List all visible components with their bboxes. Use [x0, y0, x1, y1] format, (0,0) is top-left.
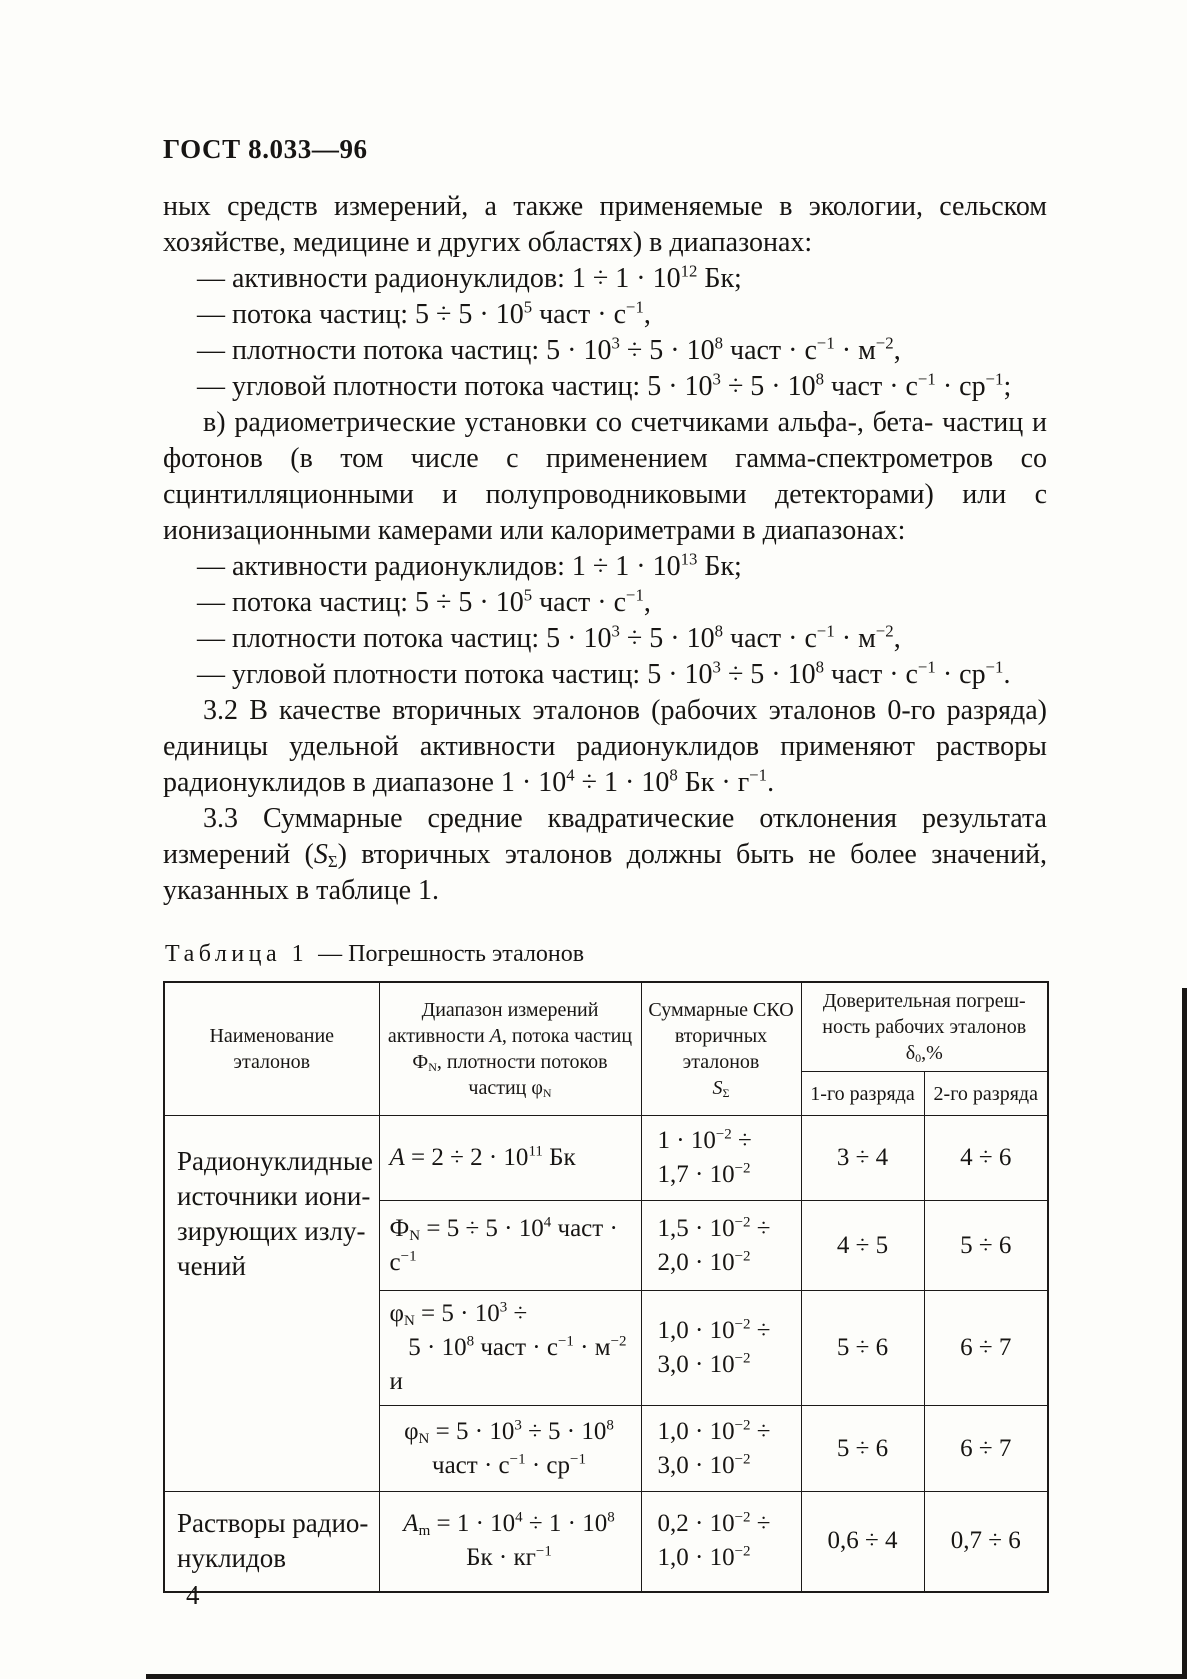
column-header-rank-1: 1-го разряда	[801, 1072, 924, 1116]
page-number: 4	[186, 1580, 200, 1610]
range-cell: $A = 2 \div 2 \cdot 10^{11}$ Бк	[379, 1116, 641, 1201]
sko-cell: $1,0 \cdot 10^{-2}$ ÷ $3,0 \cdot 10^{-2}$	[641, 1406, 801, 1492]
range-cell: $Ф_N = 5 \div 5 \cdot 10^4$ част · $с^{-1}$	[379, 1201, 641, 1291]
column-header-confidence: Доверительная погреш- ность рабочих эталонов $\delta_0,\%$	[801, 982, 1048, 1072]
rank2-cell: 5 ÷ 6	[924, 1201, 1048, 1291]
standards-error-table	[163, 981, 1049, 1593]
paragraph-intro: ных средств измерений, а также применяемые в экологии, сельском хозяйстве, медицине и других областях) в диапазонах:	[163, 191, 1047, 258]
scan-artifact-right-edge	[1182, 988, 1187, 1679]
sko-cell: $1 \cdot 10^{-2}$ ÷ $1,7 \cdot 10^{-2}$	[641, 1116, 801, 1201]
table-caption-dash: —	[318, 941, 343, 967]
table-caption-title: Погрешность эталонов	[348, 941, 585, 967]
list-item-flux-density-a: — плотности потока частиц: $5 \cdot 10^3 \div 5 \cdot 10^8$ част · $с^{-1} \cdot м^{-2}$,	[197, 333, 901, 366]
rank1-cell: 3 ÷ 4	[801, 1116, 924, 1201]
column-header-rank-2: 2-го разряда	[924, 1072, 1048, 1116]
sko-cell: $1,0 \cdot 10^{-2}$ ÷ $3,0 \cdot 10^{-2}$	[641, 1291, 801, 1406]
list-item-flux-b: — потока частиц: $5 \div 5 \cdot 10^5$ част · $с^{-1}$,	[197, 585, 651, 618]
page-content	[163, 134, 1047, 1593]
sko-cell: $1,5 \cdot 10^{-2}$ ÷ $2,0 \cdot 10^{-2}$	[641, 1201, 801, 1291]
standard-number: ГОСТ 8.033—96	[163, 134, 368, 164]
range-cell: $A_m = 1 \cdot 10^4 \div 1 \cdot 10^8$ Бк · $кг^{-1}$	[379, 1492, 641, 1592]
group-name-solutions: Растворы радио- нуклидов	[164, 1492, 379, 1592]
rank1-cell: 0,6 ÷ 4	[801, 1492, 924, 1592]
group-name-sources: Радионуклидные источники иони- зирующих излу- чений	[164, 1116, 379, 1492]
paragraph-3-3: 3.3 Суммарные средние квадратические отклонения результата измерений $(S_\Sigma)$ вторичных эталонов должны быть не более значений, указанных в таблице 1.	[163, 803, 1048, 906]
list-item-flux-a: — потока частиц: $5 \div 5 \cdot 10^5$ част · $с^{-1}$,	[197, 297, 651, 330]
table-row	[164, 1116, 1048, 1201]
table-caption-label: Таблица 1	[165, 941, 309, 967]
rank1-cell: 5 ÷ 6	[801, 1406, 924, 1492]
sko-cell: $0,2 \cdot 10^{-2}$ ÷ $1,0 \cdot 10^{-2}$	[641, 1492, 801, 1592]
paragraph-v: в) радиометрические установки со счетчиками альфа-, бета- частиц и фотонов (в том числе с применением гамма-спектрометров со сцинтилляционными и полупроводниковыми детекторами) или с ионизационными камерами или калориметрами в диапазонах:	[163, 407, 1047, 546]
column-header-name: Наименование эталонов	[164, 982, 379, 1116]
rank2-cell: 4 ÷ 6	[924, 1116, 1048, 1201]
rank2-cell: 6 ÷ 7	[924, 1406, 1048, 1492]
column-header-range: Диапазон измерений активности A, потока частиц $Ф_N$, плотности потоков частиц $\varphi_N$	[379, 982, 641, 1116]
paragraph-3-2: 3.2 В качестве вторичных эталонов (рабочих эталонов 0-го разряда) единицы удельной активности радионуклидов применяют растворы радионуклидов в диапазоне $1 \cdot 10^4 \div 1 \cdot 10^8$ Бк · $г^{-1}$.	[163, 695, 1047, 798]
table-caption	[165, 939, 1047, 969]
list-item-angular-density-a: — угловой плотности потока частиц: $5 \cdot 10^3 \div 5 \cdot 10^8$ част · $с^{-1} \cdot ср^{-1}$;	[197, 369, 1012, 402]
list-item-activity-a: — активности радионуклидов: $1 \div 1 \cdot 10^{12}$ Бк;	[197, 261, 742, 294]
rank2-cell: 6 ÷ 7	[924, 1291, 1048, 1406]
scan-artifact-bottom-edge	[146, 1674, 1187, 1679]
list-item-flux-density-b: — плотности потока частиц: $5 \cdot 10^3 \div 5 \cdot 10^8$ част · $с^{-1} \cdot м^{-2}$,	[197, 621, 901, 654]
table-header-row	[164, 982, 1048, 1072]
list-item-angular-density-b: — угловой плотности потока частиц: $5 \cdot 10^3 \div 5 \cdot 10^8$ част · $с^{-1} \cdot ср^{-1}$.	[197, 657, 1011, 690]
rank2-cell: 0,7 ÷ 6	[924, 1492, 1048, 1592]
rank1-cell: 4 ÷ 5	[801, 1201, 924, 1291]
list-item-activity-b: — активности радионуклидов: $1 \div 1 \cdot 10^{13}$ Бк;	[197, 549, 742, 582]
range-cell: $\varphi_N = 5 \cdot 10^3$ ÷ $5 \cdot 10^8$ част · $с^{-1} \cdot м^{-2}$ и	[379, 1291, 641, 1406]
rank1-cell: 5 ÷ 6	[801, 1291, 924, 1406]
table-row	[164, 1492, 1048, 1592]
range-cell: $\varphi_N = 5 \cdot 10^3 \div 5 \cdot 10^8$ част · $с^{-1} \cdot ср^{-1}$	[379, 1406, 641, 1492]
column-header-sko: Суммарные СКО вторичных эталонов $S_\Sigma$	[641, 982, 801, 1116]
